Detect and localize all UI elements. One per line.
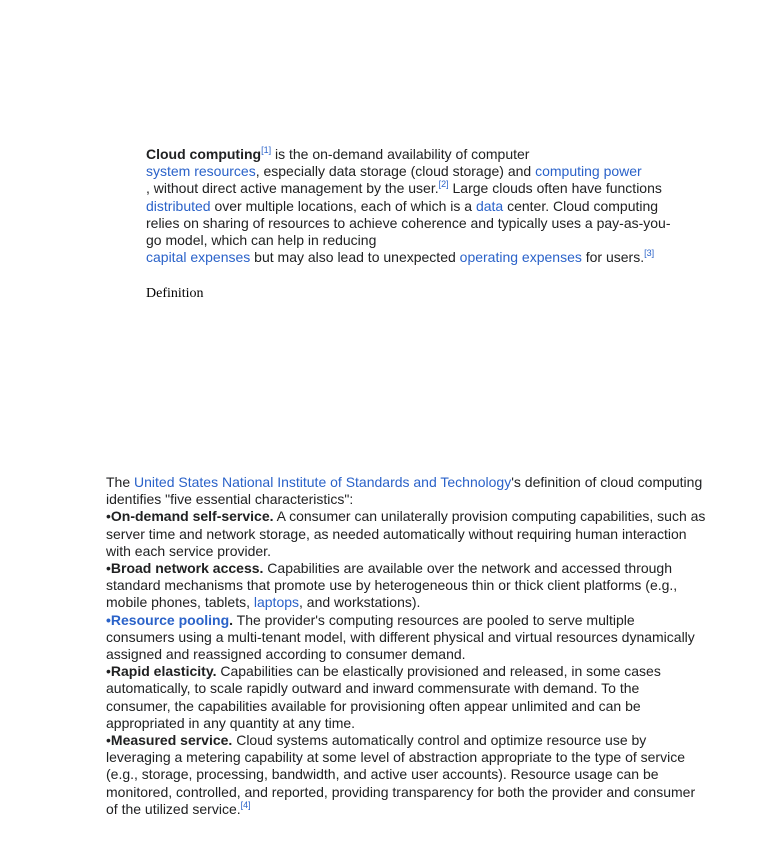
reference-2-link[interactable]: [2]	[438, 179, 449, 190]
reference-4[interactable]	[241, 800, 251, 810]
characteristic-broad-network	[106, 560, 706, 612]
definition-intro	[106, 474, 706, 508]
characteristic-text: Capabilities can be elastically provisioned and released, in some cases automatically, to scale rapidly outward and inward commensurate with demand. To the consumer, the capabilities available for provisioning often appear unlimited and can be appropriated in any quantity at any time.	[106, 663, 661, 731]
definition-text-1: The	[106, 474, 135, 490]
intro-term: Cloud computing	[146, 146, 262, 162]
intro-text-1: is the on-demand availability of computer	[271, 146, 530, 162]
bullet: •	[106, 611, 111, 628]
resource-pooling-label: Resource pooling	[110, 611, 230, 628]
bullet: •	[106, 663, 111, 680]
bullet: •	[106, 732, 111, 749]
characteristic-text: The provider's computing resources are pooled to serve multiple consumers using a multi-tenant model, with different physical and virtual resources dynamically assigned and reassigned according to consumer demand.	[106, 611, 695, 663]
link-capital-expenses[interactable]: capital expenses	[146, 249, 251, 266]
definition-section	[106, 474, 706, 818]
intro-paragraph	[146, 146, 676, 266]
characteristic-title: Rapid elasticity.	[110, 663, 217, 680]
characteristic-rapid-elasticity	[106, 663, 706, 732]
definition-text-2: 's definition of cloud computing identifies "five essential characteristics":	[106, 474, 703, 508]
characteristic-title-dot: .	[229, 611, 234, 628]
characteristic-title: Measured service.	[110, 732, 233, 749]
reference-1[interactable]	[261, 145, 271, 155]
intro-text-7: but may also lead to unexpected	[250, 249, 460, 266]
intro-text-6: center. Cloud computing relies on sharing of resources to achieve coherence and typically uses a pay-as-you-go model, which can help in reducing	[146, 197, 671, 249]
characteristic-resource-pooling	[106, 612, 706, 664]
link-data[interactable]: data	[475, 197, 504, 214]
section-heading-definition: Definition	[146, 286, 204, 301]
intro-text-5: over multiple locations, each of which is a	[210, 197, 476, 214]
link-computing-power[interactable]: computing power	[535, 163, 642, 180]
characteristic-text: Cloud systems automatically control and optimize resource use by leveraging a metering capability at some level of abstraction appropriate to the type of service (e.g., storage, processing, bandwidth, and active user accounts). Resource usage can be monitored, controlled, and reported, providing transparency for both the provider and consumer of the utilized service.	[106, 732, 696, 817]
intro-text-2: , especially data storage (cloud storage) and	[255, 163, 536, 180]
characteristic-text-end: , and workstations).	[299, 594, 421, 611]
link-operating-expenses[interactable]: operating expenses	[459, 249, 582, 266]
bullet: •	[106, 560, 111, 577]
link-distributed[interactable]: distributed	[146, 197, 211, 214]
link-resource-pooling[interactable]	[106, 612, 229, 628]
characteristic-on-demand	[106, 508, 706, 560]
intro-text-4: Large clouds often have functions	[448, 180, 662, 197]
characteristic-measured-service	[106, 732, 706, 818]
link-laptops[interactable]: laptops	[253, 594, 300, 611]
link-nist[interactable]: United States National Institute of Standards and Technology	[134, 474, 512, 490]
reference-1-link[interactable]: [1]	[261, 145, 272, 155]
intro-text-3: , without direct active management by the user.	[146, 180, 439, 197]
reference-2[interactable]	[439, 179, 449, 189]
characteristic-title: Broad network access.	[110, 560, 264, 577]
reference-3-link[interactable]: [3]	[644, 248, 655, 259]
reference-4-link[interactable]: [4]	[240, 799, 251, 810]
characteristic-title: On-demand self-service.	[110, 508, 274, 525]
characteristic-text: A consumer can unilaterally provision computing capabilities, such as server time and network storage, as needed automatically without requiring human interaction with each service provider.	[106, 508, 706, 559]
link-system-resources[interactable]: system resources	[146, 163, 256, 180]
bullet: •	[106, 508, 111, 525]
reference-3[interactable]	[644, 248, 654, 258]
intro-text-8: for users.	[581, 249, 645, 266]
characteristic-text: Capabilities are available over the network and accessed through standard mechanisms that promote use by heterogeneous thin or thick client platforms (e.g., mobile phones, tablets,	[106, 560, 678, 611]
